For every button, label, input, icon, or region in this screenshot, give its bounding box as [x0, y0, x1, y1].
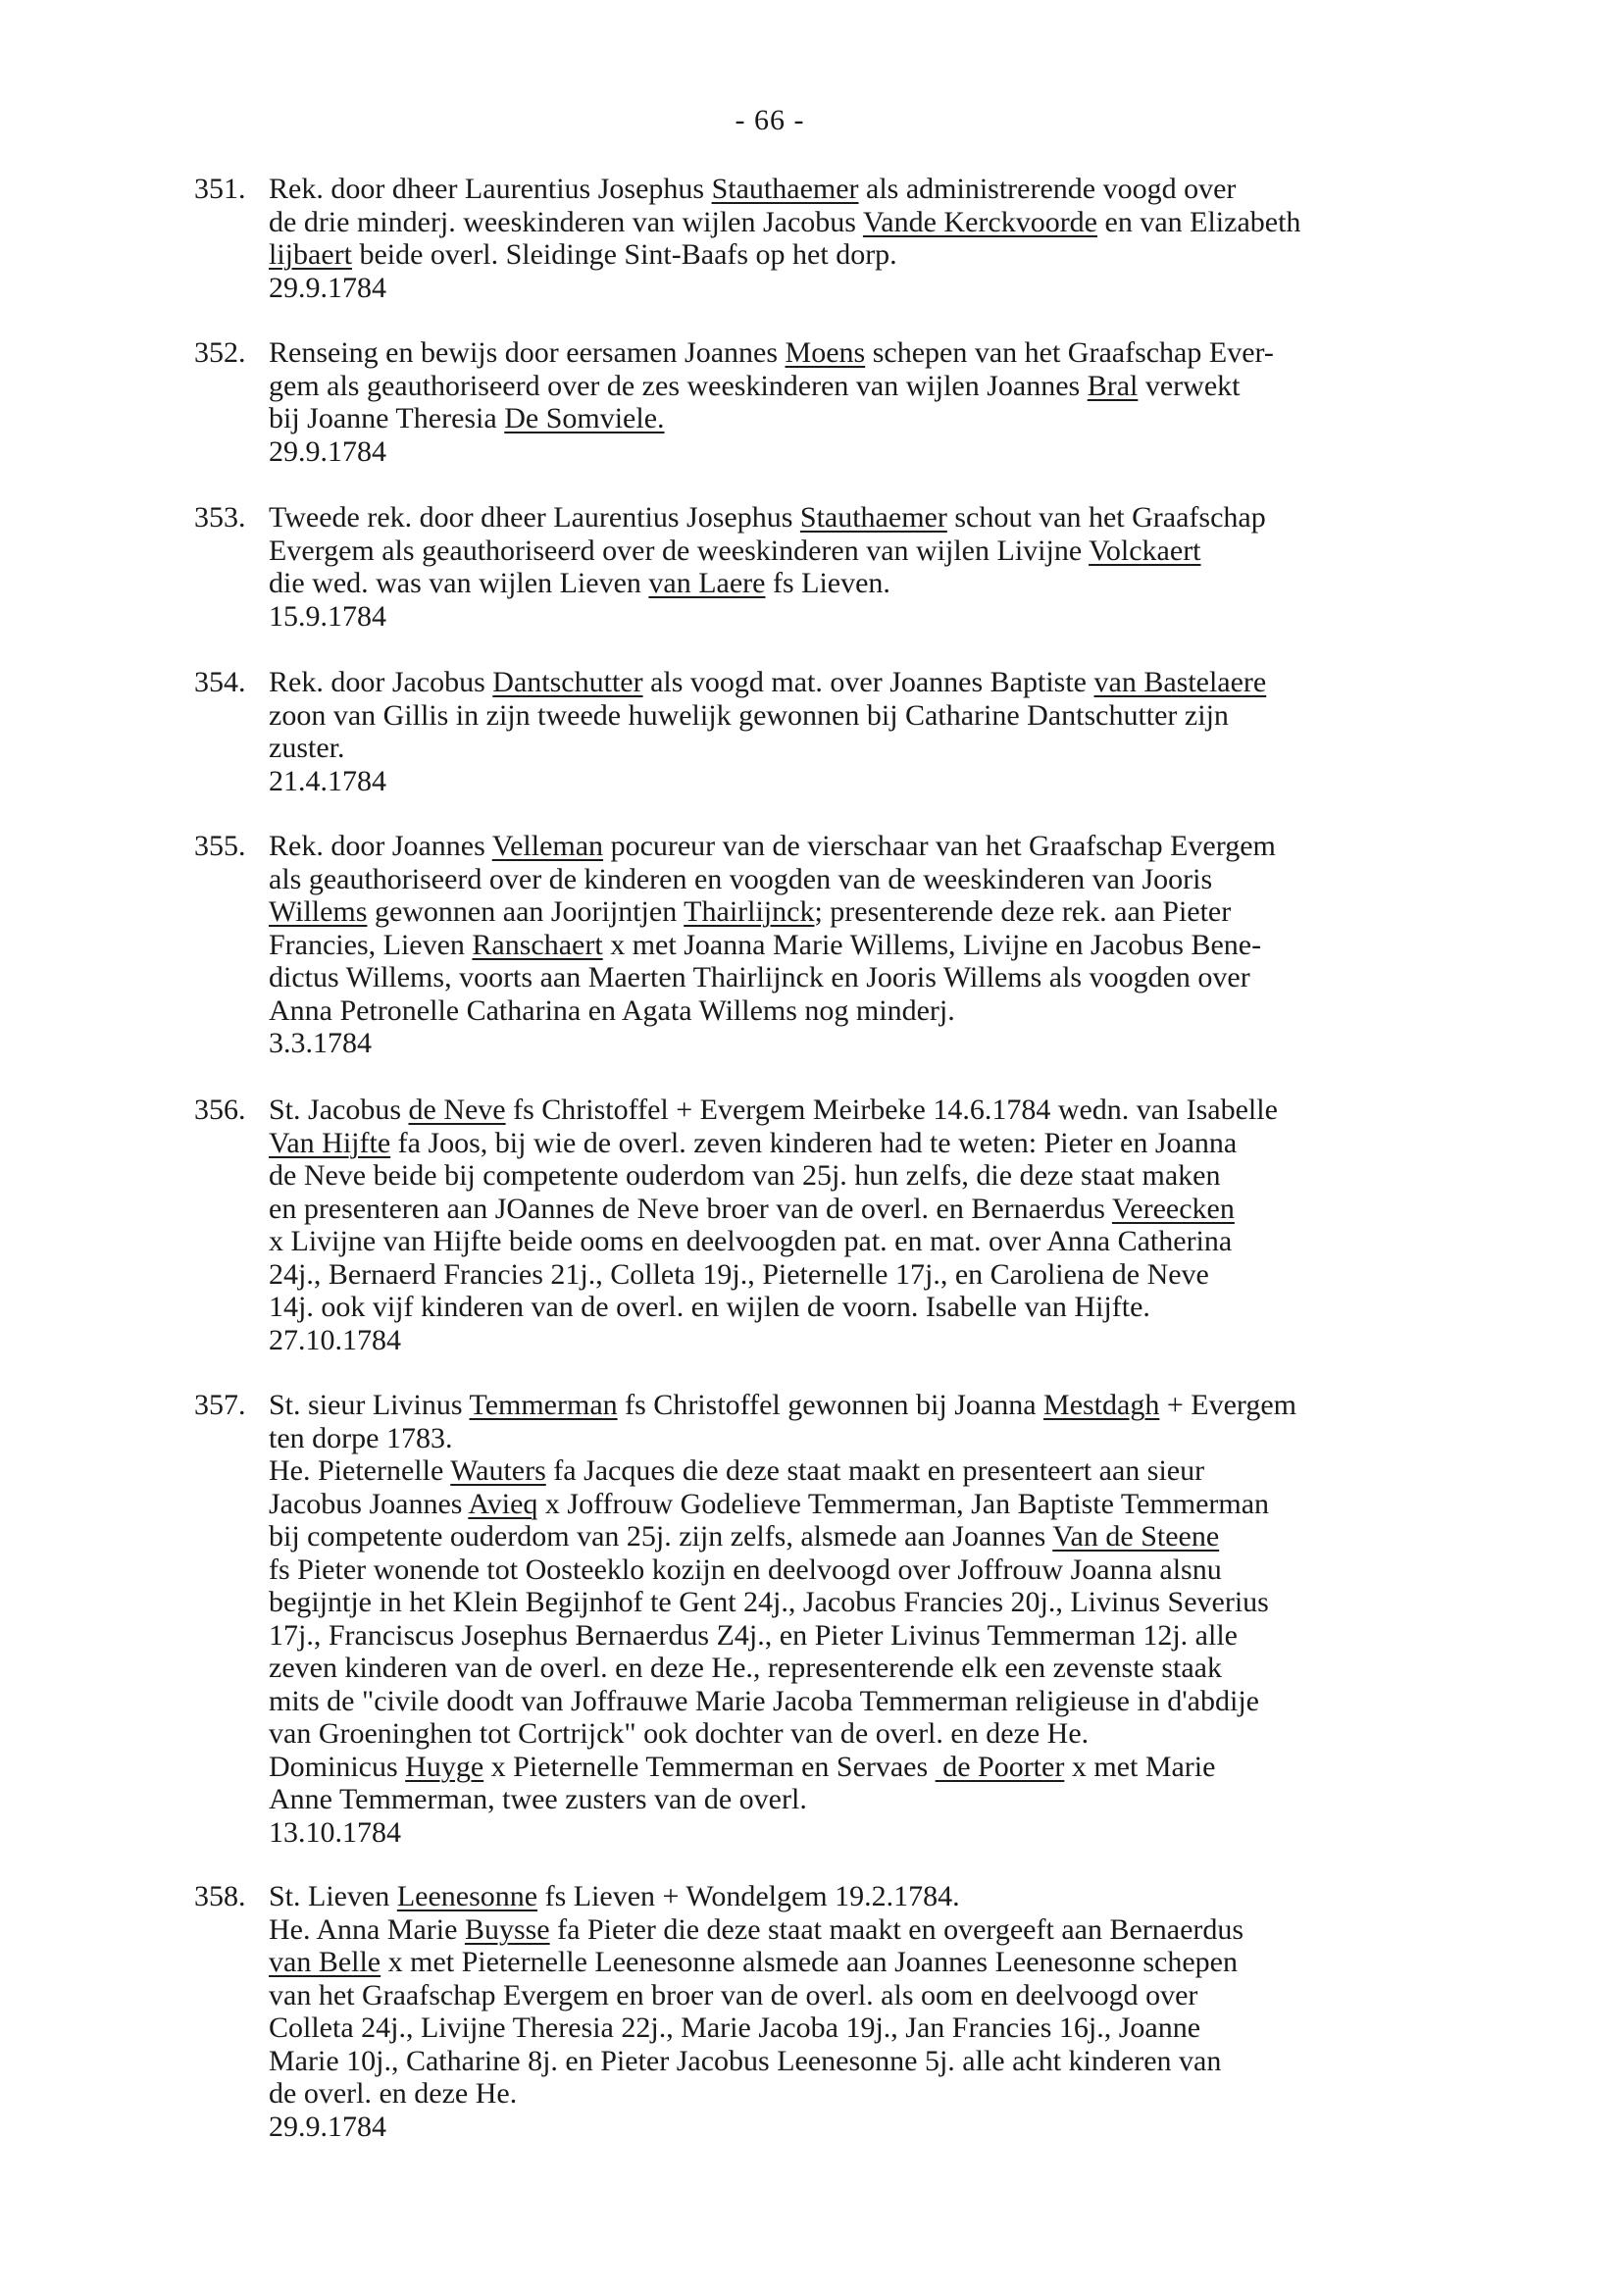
entry-body [269, 666, 1573, 797]
text-line [269, 1652, 1573, 1685]
text-line [269, 2077, 1573, 2111]
text-line [269, 830, 1573, 863]
text-line [269, 699, 1573, 733]
text-run: fs Lieven. [765, 567, 890, 599]
text-run: en presenteren aan JOannes de Neve broer van de overl. en Bernaerdus [269, 1192, 1112, 1225]
entry-body [269, 501, 1573, 633]
text-run: St. Jacobus [269, 1094, 409, 1126]
text-run: 29.9.1784 [269, 271, 386, 304]
text-run: zeven kinderen van de overl. en deze He., representerende elk een zevenste staak [269, 1652, 1222, 1684]
entry-body [269, 1880, 1573, 2143]
text-run: van Groeninghen tot Cortrijck" ook dochter van de overl. en deze He. [269, 1717, 1090, 1750]
text-run: fs Lieven + Wondelgem 19.2.1784. [537, 1880, 960, 1912]
text-line [269, 1324, 1573, 1357]
underlined-surname: Vereecken [1111, 1192, 1235, 1225]
text-line [269, 1816, 1573, 1850]
text-run: + Evergem [1159, 1389, 1297, 1421]
text-run: en van Elizabeth [1097, 205, 1301, 238]
text-line [269, 1127, 1573, 1160]
text-line [269, 1422, 1573, 1455]
underlined-surname: Mestdagh [1043, 1389, 1160, 1421]
entry-body [269, 1094, 1573, 1356]
page-number: - 66 - [735, 104, 805, 136]
text-line [269, 1520, 1573, 1553]
text-line [269, 666, 1573, 699]
text-line [269, 238, 1573, 272]
text-run: 29.9.1784 [269, 434, 386, 468]
text-line [269, 1159, 1573, 1193]
text-line [269, 895, 1573, 929]
text-run: Rek. door Joannes [269, 830, 492, 862]
text-run: fa Pieter die deze staat maakt en overgeeft aan Bernaerdus [549, 1912, 1244, 1946]
text-run: Renseing en bewijs door eersamen Joannes [269, 336, 786, 369]
text-run: Anne Temmerman, twee zusters van de overl. [269, 1783, 807, 1815]
text-line [269, 1389, 1573, 1422]
text-run: schout van het Graafschap [946, 501, 1266, 534]
text-line [269, 2045, 1573, 2078]
underlined-surname: Huyge [405, 1750, 484, 1783]
text-line [269, 402, 1573, 435]
text-run: begijntje in het Klein Begijnhof te Gent 24j., Jacobus Francies 20j., Livinus Severius [269, 1586, 1269, 1618]
underlined-surname: de Poorter [935, 1750, 1065, 1783]
text-run: bij Joanne Theresia [269, 402, 505, 434]
text-run: bij competente ouderdom van 25j. zijn zelfs, alsmede aan Joannes [269, 1520, 1053, 1553]
text-run: van het Graafschap Evergem en broer van de overl. als oom en deelvoogd over [269, 1978, 1198, 2011]
text-run: Tweede rek. door dheer Laurentius Josephus [269, 501, 800, 534]
underlined-surname: van Laere [648, 567, 766, 599]
text-line [269, 1946, 1573, 1979]
text-run: als geauthoriseerd over de kinderen en voogden van de weeskinderen van Jooris [269, 862, 1213, 895]
text-line [269, 1783, 1573, 1816]
underlined-surname: De Somviele. [504, 402, 665, 434]
text-run: de Neve beide bij competente ouderdom van 25j. hun zelfs, die deze staat maken [269, 1159, 1221, 1192]
text-run: Evergem als geauthoriseerd over de weeskinderen van wijlen Livijne [269, 534, 1090, 567]
text-run: 29.9.1784 [269, 2110, 386, 2143]
text-line [269, 272, 1573, 305]
text-run: beide overl. Sleidinge Sint-Baafs op het dorp. [351, 238, 897, 271]
text-line [269, 1979, 1573, 2012]
text-run: 15.9.1784 [269, 599, 386, 633]
text-run: de overl. en deze He. [269, 2077, 518, 2110]
text-line [269, 600, 1573, 634]
text-line [269, 2111, 1573, 2144]
underlined-surname: Dantschutter [492, 666, 643, 698]
text-run: ten dorpe 1783. [269, 1421, 453, 1454]
text-run: 21.4.1784 [269, 764, 386, 797]
text-line [269, 1094, 1573, 1127]
text-line [269, 501, 1573, 535]
text-line [269, 1027, 1573, 1060]
entry-body [269, 830, 1573, 1060]
text-run: St. Lieven [269, 1880, 397, 1912]
text-line [269, 1488, 1573, 1521]
text-run: 14j. ook vijf kinderen van de overl. en wijlen de voorn. Isabelle van Hijfte. [269, 1291, 1150, 1323]
underlined-surname: Van de Steene [1052, 1520, 1220, 1553]
entry-number: 353. [194, 501, 246, 534]
text-run: Colleta 24j., Livijne Theresia 22j., Marie Jacoba 19j., Jan Francies 16j., Joanne [269, 2011, 1201, 2044]
text-run: de drie minderj. weeskinderen van wijlen Jacobus [269, 205, 863, 238]
text-line [269, 336, 1573, 370]
underlined-surname: Van Hijfte [269, 1126, 391, 1159]
text-line [269, 1913, 1573, 1947]
text-run: schepen van het Graafschap Ever- [865, 336, 1274, 369]
text-run: pocureur van de vierschaar van het Graafschap Evergem [603, 830, 1276, 862]
underlined-surname: Vande Kerckvoorde [862, 205, 1097, 238]
text-run: 13.10.1784 [269, 1815, 401, 1849]
text-line [269, 1553, 1573, 1587]
text-line [269, 961, 1573, 994]
entry-number: 358. [194, 1880, 246, 1912]
entry-number: 357. [194, 1389, 246, 1421]
text-run: Rek. door dheer Laurentius Josephus [269, 173, 712, 205]
underlined-surname: Ranschaert [472, 928, 603, 961]
underlined-surname: lijbaert [269, 238, 352, 271]
entry-body [269, 1389, 1573, 1849]
text-run: verwekt [1138, 369, 1241, 402]
text-line [269, 1619, 1573, 1653]
text-line [269, 1454, 1573, 1488]
entry-number: 351. [194, 173, 246, 205]
text-run: dictus Willems, voorts aan Maerten Thairlijnck en Jooris Willems als voogden over [269, 961, 1250, 993]
text-run: gewonnen aan Joorijntjen [367, 895, 685, 928]
text-run: x Livijne van Hijfte beide ooms en deelvoogden pat. en mat. over Anna Catherina [269, 1225, 1233, 1257]
text-run: zoon van Gillis in zijn tweede huwelijk gewonnen bij Catharine Dantschutter zijn [269, 698, 1229, 732]
text-line [269, 732, 1573, 765]
text-line [269, 1258, 1573, 1292]
underlined-surname: Buysse [464, 1912, 550, 1946]
text-run: Jacobus Joannes [269, 1487, 469, 1520]
underlined-surname: Moens [785, 336, 866, 369]
entry-number: 356. [194, 1094, 246, 1126]
text-line [269, 370, 1573, 403]
text-run: x Joffrouw Godelieve Temmerman, Jan Baptiste Temmerman [537, 1487, 1270, 1520]
text-run: fs Christoffel gewonnen bij Joanna [617, 1389, 1044, 1421]
underlined-surname: de Neve [408, 1094, 506, 1126]
underlined-surname: Leenesonne [396, 1880, 538, 1912]
text-line [269, 1751, 1573, 1784]
text-run: Anna Petronelle Catharina en Agata Willems nog minderj. [269, 993, 955, 1027]
text-run: mits de "civile doodt van Joffrauwe Marie Jacoba Temmerman religieuse in d'abdije [269, 1684, 1259, 1717]
text-run: Dominicus [269, 1750, 406, 1783]
text-line [269, 1225, 1573, 1258]
text-run: Marie 10j., Catharine 8j. en Pieter Jacobus Leenesonne 5j. alle acht kinderen van [269, 2044, 1222, 2077]
text-run: zuster. [269, 732, 345, 764]
entry-body [269, 336, 1573, 468]
text-line [269, 173, 1573, 206]
text-run: fa Jacques die deze staat maakt en presenteert aan sieur [545, 1454, 1205, 1487]
text-run: Francies, Lieven [269, 928, 473, 961]
text-line [269, 567, 1573, 600]
text-run: fa Joos, bij wie de overl. zeven kinderen had te weten: Pieter en Joanna [390, 1126, 1238, 1159]
text-run: 3.3.1784 [269, 1027, 372, 1059]
text-run: Rek. door Jacobus [269, 666, 493, 698]
underlined-surname: Volckaert [1089, 534, 1201, 567]
entry-number: 352. [194, 336, 246, 369]
text-run: 24j., Bernaerd Francies 21j., Colleta 19j., Pieternelle 17j., en Caroliena de Neve [269, 1257, 1209, 1291]
text-line [269, 1291, 1573, 1324]
text-line [269, 1717, 1573, 1751]
text-run: 17j., Franciscus Josephus Bernaerdus Z4j., en Pieter Livinus Temmerman 12j. alle [269, 1618, 1238, 1652]
text-line [269, 535, 1573, 568]
text-run: x Pieternelle Temmerman en Servaes [483, 1750, 936, 1783]
underlined-surname: Stauthaemer [799, 501, 947, 534]
underlined-surname: Stauthaemer [711, 173, 859, 205]
underlined-surname: van Bastelaere [1093, 666, 1267, 698]
text-line [269, 1193, 1573, 1226]
text-line [269, 206, 1573, 239]
text-run: als voogd mat. over Joannes Baptiste [642, 666, 1094, 698]
text-run: He. Pieternelle [269, 1454, 451, 1487]
text-run: He. Anna Marie [269, 1912, 465, 1946]
text-run: fs Christoffel + Evergem Meirbeke 14.6.1784 wedn. van Isabelle [505, 1094, 1278, 1126]
entry-number: 354. [194, 666, 246, 698]
text-line [269, 863, 1573, 896]
underlined-surname: Velleman [491, 830, 604, 862]
text-line [269, 2011, 1573, 2045]
text-line [269, 1685, 1573, 1718]
text-run: x met Marie [1064, 1750, 1216, 1783]
underlined-surname: Wauters [450, 1454, 546, 1487]
text-run: x met Pieternelle Leenesonne alsmede aan Joannes Leenesonne schepen [381, 1946, 1238, 1978]
text-line [269, 929, 1573, 962]
text-run: St. sieur Livinus [269, 1389, 470, 1421]
text-run: die wed. was van wijlen Lieven [269, 567, 649, 599]
underlined-surname: Willems [269, 895, 368, 928]
underlined-surname: Thairlijnck [684, 895, 815, 928]
text-run: ; presenterende deze rek. aan Pieter [814, 895, 1232, 928]
text-line [269, 435, 1573, 469]
text-line [269, 1880, 1573, 1913]
underlined-surname: Avieq [468, 1487, 538, 1520]
text-run: x met Joanna Marie Willems, Livijne en Jacobus Bene- [602, 928, 1262, 961]
underlined-surname: van Belle [269, 1946, 381, 1978]
text-line [269, 1586, 1573, 1619]
entry-number: 355. [194, 830, 246, 862]
text-line [269, 994, 1573, 1028]
text-run: fs Pieter wonende tot Oosteeklo kozijn en deelvoogd over Joffrouw Joanna alsnu [269, 1553, 1222, 1586]
text-run: als administrerende voogd over [858, 173, 1237, 205]
underlined-surname: Bral [1087, 369, 1139, 402]
entry-body [269, 173, 1573, 304]
text-run: gem als geauthoriseerd over de zes weeskinderen van wijlen Joannes [269, 369, 1088, 402]
text-line [269, 765, 1573, 798]
underlined-surname: Temmerman [469, 1389, 618, 1421]
text-run: 27.10.1784 [269, 1323, 401, 1356]
